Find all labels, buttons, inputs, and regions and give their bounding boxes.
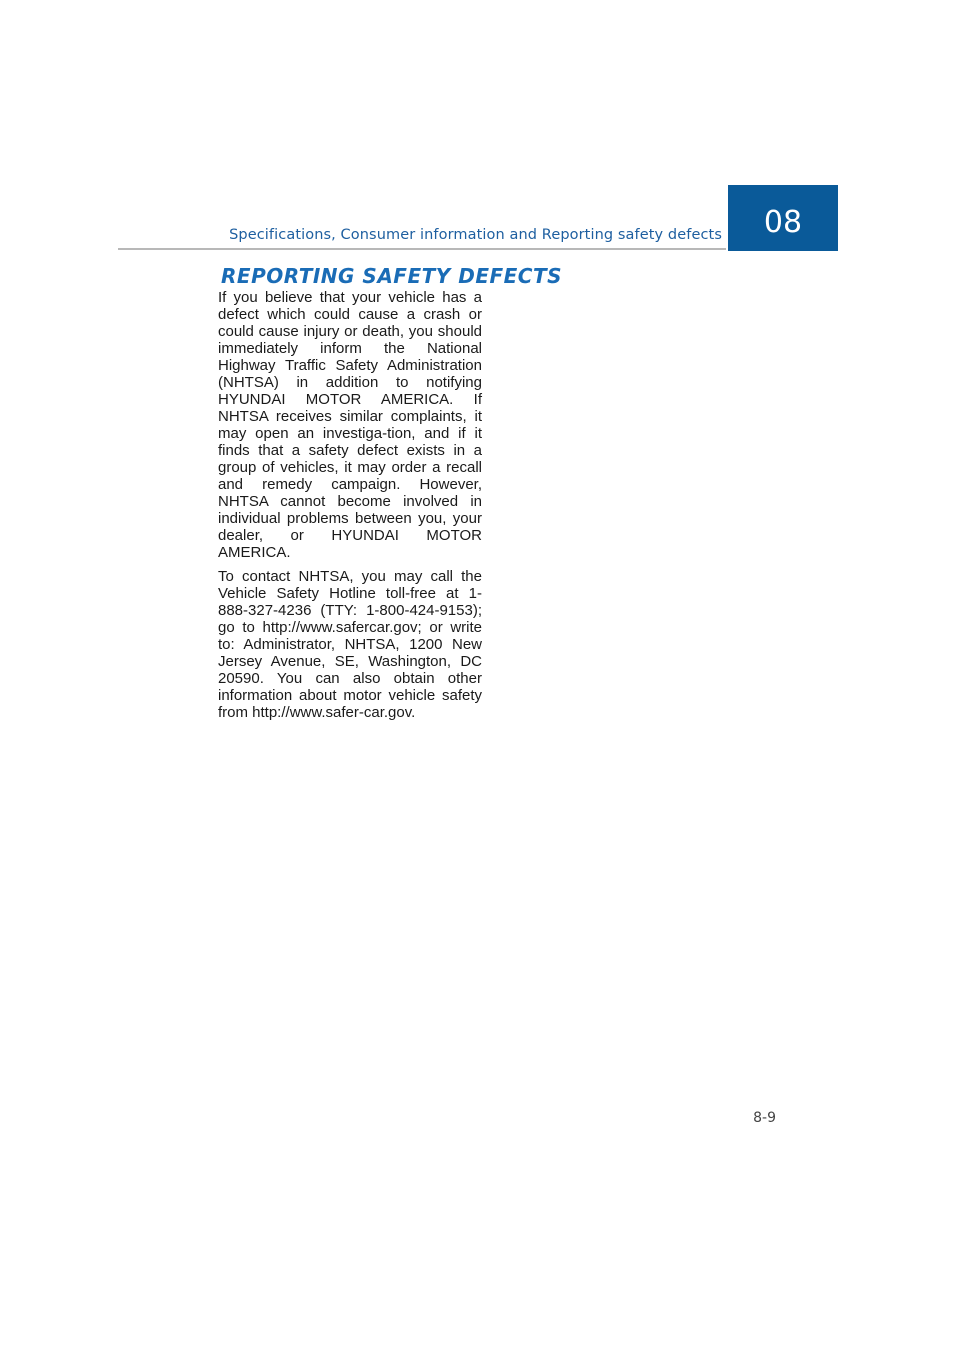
header-rule [118, 248, 726, 250]
paragraph-1: If you believe that your vehicle has a defect which could cause a crash or could cause injury or death, you should immediately inform the National Highway Traffic Safety Administration (NHTSA) in addition to notifying HYUNDAI MOTOR AMERICA. If NHTSA receives similar complaints, it may open an investiga-tion, and if it finds that a safety defect exists in a group of vehicles, it may order a recall and remedy campaign. However, NHTSA cannot become involved in individual problems between you, your dealer, or HYUNDAI MOTOR AMERICA. [218, 289, 482, 561]
chapter-tab: 08 [728, 185, 838, 251]
section-title: Specifications, Consumer information and Reporting safety defects [229, 227, 722, 243]
page-heading: REPORTING SAFETY DEFECTS [221, 264, 563, 288]
page-number: 8-9 [753, 1110, 776, 1126]
paragraph-2: To contact NHTSA, you may call the Vehicle Safety Hotline toll-free at 1-888-327-4236 (TTY: 1-800-424-9153); go to http://www.safercar.gov; or write to: Administrator, NHTSA, 1200 New Jersey Avenue, SE, Washington, DC 20590. You can also obtain other information about motor vehicle safety from http://www.safer-car.gov. [218, 568, 482, 721]
body-text [218, 289, 482, 728]
